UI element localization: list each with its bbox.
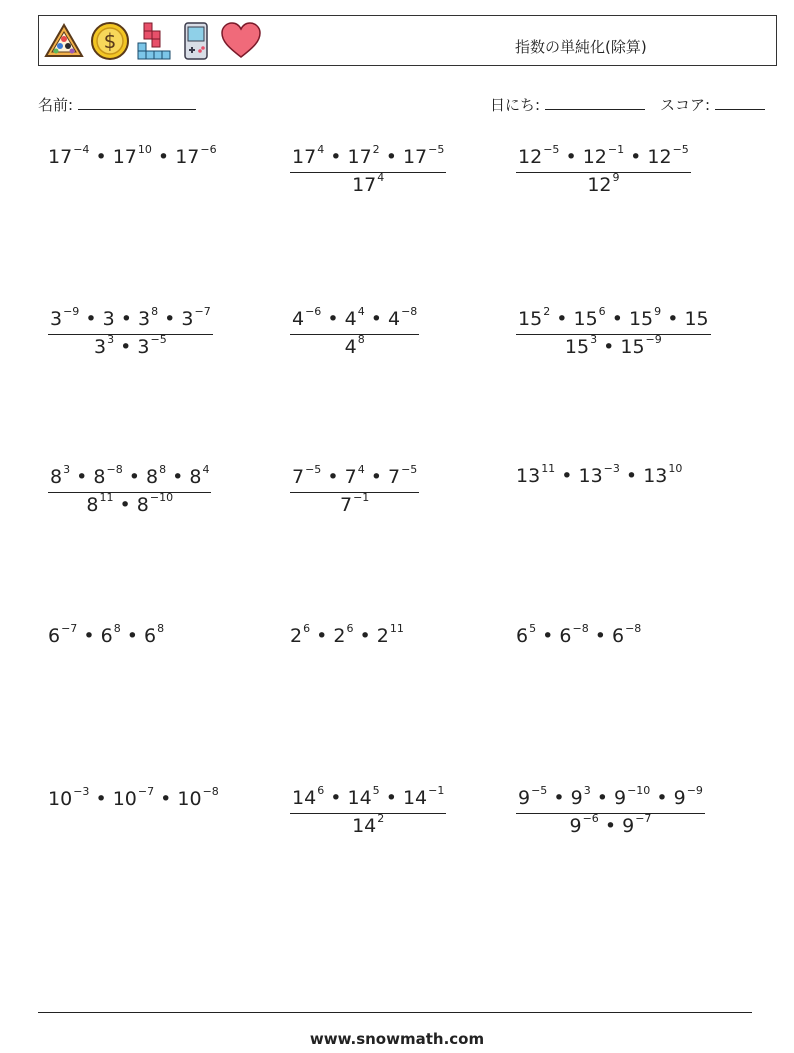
expression: [48, 143, 217, 168]
multiply-dot: •: [590, 787, 614, 809]
base: 17: [402, 146, 428, 168]
exponent: 4: [317, 143, 325, 156]
exponent: 11: [541, 462, 556, 475]
power-term: [86, 491, 114, 516]
problem-8: [290, 463, 419, 516]
exponent: −6: [305, 305, 322, 318]
exponent: −5: [428, 143, 445, 156]
fraction: [516, 305, 711, 358]
exponent: −7: [635, 812, 652, 825]
power-term: [684, 308, 708, 330]
multiply-dot: •: [598, 815, 623, 837]
multiply-dot: •: [650, 787, 674, 809]
multiply-dot: •: [113, 494, 137, 516]
power-term: [620, 333, 662, 358]
power-term: [93, 463, 123, 488]
power-term: [48, 785, 90, 810]
power-term: [50, 305, 80, 330]
fraction: [48, 305, 213, 358]
problem-6: [516, 305, 711, 358]
multiply-dot: •: [122, 466, 146, 488]
multiply-dot: •: [310, 625, 334, 647]
date-blank[interactable]: [545, 95, 645, 110]
base: 6: [100, 625, 113, 647]
power-term: [112, 785, 155, 810]
exponent: 3: [590, 333, 598, 346]
power-term: [189, 463, 210, 488]
fraction: [290, 463, 419, 516]
exponent: 8: [151, 305, 159, 318]
exponent: −7: [61, 622, 78, 635]
multiply-dot: •: [597, 336, 621, 358]
base: 4: [344, 308, 357, 330]
exponent: −5: [531, 784, 548, 797]
svg-text:$: $: [103, 29, 117, 53]
power-term: [344, 305, 365, 330]
score-blank[interactable]: [715, 95, 765, 110]
multiply-dot: •: [89, 146, 113, 168]
multiply-dot: •: [114, 308, 138, 330]
power-term: [569, 812, 599, 837]
base: 3: [137, 336, 150, 358]
problem-5: [290, 305, 419, 358]
base: 10: [48, 788, 73, 810]
base: 6: [48, 625, 61, 647]
base: 15: [573, 308, 598, 330]
base: 7: [388, 466, 401, 488]
exponent: −8: [625, 622, 642, 635]
exponent: −5: [543, 143, 560, 156]
multiply-dot: •: [166, 466, 190, 488]
base: 14: [352, 815, 377, 837]
exponent: −10: [627, 784, 651, 797]
expression: [48, 622, 165, 647]
problem-10: [48, 622, 165, 647]
problem-1: [48, 143, 217, 168]
power-term: [100, 622, 121, 647]
power-term: [614, 784, 651, 809]
fraction: [290, 784, 446, 837]
base: 7: [344, 466, 357, 488]
billiard-rack-icon: [44, 23, 84, 59]
expression: [290, 622, 404, 647]
exponent: 6: [346, 622, 354, 635]
base: 3: [102, 308, 115, 330]
power-term: [578, 462, 620, 487]
exponent: 2: [372, 143, 380, 156]
header-box: [38, 15, 777, 66]
numerator: [48, 463, 211, 493]
exponent: −7: [194, 305, 211, 318]
fraction: [290, 305, 419, 358]
exponent: −9: [686, 784, 703, 797]
icon-strip: [44, 21, 262, 61]
problem-9: [516, 462, 683, 487]
power-term: [516, 622, 537, 647]
base: 15: [518, 308, 543, 330]
base: 13: [643, 465, 668, 487]
handheld-game-icon: [178, 21, 214, 61]
power-term: [628, 305, 662, 330]
multiply-dot: •: [559, 146, 583, 168]
power-term: [292, 305, 322, 330]
multiply-dot: •: [154, 788, 178, 810]
power-term: [402, 143, 445, 168]
power-term: [570, 784, 591, 809]
base: 17: [292, 146, 317, 168]
base: 6: [144, 625, 157, 647]
base: 8: [136, 494, 149, 516]
power-term: [292, 143, 325, 168]
power-term: [103, 308, 115, 330]
problem-2: [290, 143, 446, 196]
exponent: 4: [202, 463, 210, 476]
footer-url: www.snowmath.com: [309, 1030, 485, 1048]
power-term: [340, 491, 370, 516]
multiply-dot: •: [321, 466, 345, 488]
power-term: [518, 305, 551, 330]
power-term: [181, 305, 211, 330]
problem-12: [516, 622, 642, 647]
exponent: 11: [99, 491, 114, 504]
base: 8: [86, 494, 99, 516]
base: 3: [94, 336, 107, 358]
base: 9: [622, 815, 635, 837]
multiply-dot: •: [151, 146, 176, 168]
multiply-dot: •: [364, 308, 388, 330]
base: 2: [290, 625, 303, 647]
numerator: [516, 305, 711, 335]
date-field: [490, 94, 645, 115]
base: 9: [673, 787, 686, 809]
base: 10: [112, 788, 137, 810]
exponent: −8: [401, 305, 418, 318]
power-term: [516, 462, 556, 487]
base: 17: [112, 146, 137, 168]
problem-11: [290, 622, 404, 647]
fraction: [516, 784, 705, 837]
base: 3: [50, 308, 63, 330]
base: 10: [177, 788, 202, 810]
base: 8: [189, 466, 202, 488]
numerator: [48, 305, 213, 335]
base: 9: [518, 787, 531, 809]
exponent: −1: [353, 491, 370, 504]
problem-13: [48, 785, 219, 810]
name-label: 名前:: [38, 96, 74, 114]
power-term: [146, 463, 167, 488]
base: 4: [292, 308, 305, 330]
denominator: [290, 493, 419, 515]
base: 3: [138, 308, 151, 330]
exponent: −5: [150, 333, 167, 346]
base: 12: [647, 146, 672, 168]
expression: [48, 785, 219, 810]
exponent: −8: [572, 622, 589, 635]
denominator: [48, 335, 213, 357]
power-term: [112, 143, 152, 168]
exponent: 10: [137, 143, 152, 156]
power-term: [175, 143, 217, 168]
exponent: 8: [157, 622, 165, 635]
power-term: [587, 171, 620, 196]
exponent: 9: [612, 171, 620, 184]
denominator: [290, 814, 446, 836]
power-term: [48, 622, 78, 647]
base: 15: [684, 308, 709, 330]
power-term: [48, 143, 90, 168]
multiply-dot: •: [353, 625, 377, 647]
power-term: [347, 143, 380, 168]
power-term: [50, 463, 71, 488]
power-term: [290, 622, 311, 647]
base: 7: [292, 466, 305, 488]
exponent: −7: [137, 785, 155, 798]
power-term: [136, 491, 174, 516]
exponent: 5: [529, 622, 537, 635]
power-term: [144, 622, 165, 647]
power-term: [518, 143, 560, 168]
power-term: [647, 143, 689, 168]
multiply-dot: •: [555, 465, 579, 487]
dollar-coin-icon: [90, 21, 130, 61]
numerator: [290, 463, 419, 493]
exponent: −4: [73, 143, 90, 156]
power-term: [292, 784, 325, 809]
exponent: 6: [598, 305, 606, 318]
base: 12: [587, 174, 612, 196]
base: 17: [48, 146, 73, 168]
base: 7: [340, 494, 353, 516]
multiply-dot: •: [158, 308, 182, 330]
exponent: −5: [401, 463, 418, 476]
multiply-dot: •: [114, 336, 138, 358]
multiply-dot: •: [89, 788, 113, 810]
power-term: [347, 784, 380, 809]
exponent: 6: [317, 784, 325, 797]
power-term: [564, 333, 598, 358]
power-term: [673, 784, 703, 809]
base: 9: [614, 787, 627, 809]
expression: [516, 622, 642, 647]
denominator: [516, 335, 711, 357]
expression: [516, 462, 683, 487]
multiply-dot: •: [588, 625, 612, 647]
base: 13: [578, 465, 603, 487]
denominator: [290, 173, 446, 195]
base: 6: [516, 625, 529, 647]
exponent: −9: [63, 305, 80, 318]
footer-divider: [38, 1012, 752, 1013]
multiply-dot: •: [77, 625, 101, 647]
multiply-dot: •: [536, 625, 560, 647]
multiply-dot: •: [624, 146, 648, 168]
multiply-dot: •: [120, 625, 144, 647]
denominator: [290, 335, 419, 357]
power-term: [137, 333, 167, 358]
exponent: 2: [377, 812, 385, 825]
base: 14: [402, 787, 428, 809]
base: 17: [347, 146, 372, 168]
tetromino-blocks-icon: [136, 21, 172, 61]
exponent: −5: [672, 143, 689, 156]
base: 8: [93, 466, 106, 488]
base: 2: [333, 625, 346, 647]
exponent: −8: [106, 463, 123, 476]
base: 14: [347, 787, 372, 809]
base: 15: [628, 308, 654, 330]
exponent: −3: [73, 785, 90, 798]
power-term: [333, 622, 354, 647]
denominator: [516, 814, 705, 836]
multiply-dot: •: [619, 465, 644, 487]
numerator: [290, 143, 446, 173]
power-term: [643, 462, 683, 487]
exponent: −8: [202, 785, 219, 798]
multiply-dot: •: [70, 466, 94, 488]
power-term: [612, 622, 642, 647]
multiply-dot: •: [379, 787, 403, 809]
power-term: [388, 305, 418, 330]
power-term: [292, 463, 322, 488]
exponent: 8: [159, 463, 167, 476]
exponent: −10: [149, 491, 174, 504]
date-label: 日にち:: [490, 96, 541, 114]
exponent: −1: [607, 143, 625, 156]
base: 17: [175, 146, 200, 168]
numerator: [290, 305, 419, 335]
exponent: 9: [654, 305, 662, 318]
problem-14: [290, 784, 446, 837]
multiply-dot: •: [324, 146, 348, 168]
multiply-dot: •: [324, 787, 348, 809]
numerator: [290, 784, 446, 814]
multiply-dot: •: [661, 308, 685, 330]
exponent: 8: [357, 333, 365, 346]
multiply-dot: •: [321, 308, 345, 330]
exponent: 4: [377, 171, 385, 184]
exponent: 4: [357, 463, 365, 476]
fraction: [516, 143, 691, 196]
exponent: 6: [303, 622, 311, 635]
power-term: [344, 463, 365, 488]
power-term: [352, 171, 385, 196]
name-blank[interactable]: [78, 95, 196, 110]
problem-15: [516, 784, 705, 837]
name-field: [38, 94, 196, 115]
power-term: [138, 305, 159, 330]
numerator: [516, 784, 705, 814]
power-term: [388, 463, 418, 488]
multiply-dot: •: [605, 308, 629, 330]
exponent: 3: [63, 463, 71, 476]
problem-7: [48, 463, 211, 516]
exponent: 3: [583, 784, 591, 797]
base: 4: [344, 336, 357, 358]
exponent: 11: [389, 622, 404, 635]
exponent: −3: [603, 462, 620, 475]
power-term: [376, 622, 404, 647]
multiply-dot: •: [379, 146, 403, 168]
denominator: [516, 173, 691, 195]
exponent: 4: [357, 305, 365, 318]
fraction: [48, 463, 211, 516]
exponent: 2: [543, 305, 551, 318]
multiply-dot: •: [547, 787, 571, 809]
exponent: −6: [200, 143, 217, 156]
multiply-dot: •: [364, 466, 388, 488]
problem-3: [516, 143, 691, 196]
score-field: [660, 94, 765, 115]
worksheet-title: 指数の単純化(除算): [515, 38, 647, 56]
base: 9: [570, 787, 583, 809]
exponent: 8: [113, 622, 121, 635]
base: 8: [50, 466, 63, 488]
power-term: [402, 784, 445, 809]
multiply-dot: •: [550, 308, 574, 330]
exponent: 3: [107, 333, 115, 346]
exponent: 10: [668, 462, 683, 475]
power-term: [518, 784, 548, 809]
base: 12: [582, 146, 607, 168]
base: 9: [569, 815, 582, 837]
power-term: [622, 812, 652, 837]
power-term: [582, 143, 625, 168]
denominator: [48, 493, 211, 515]
exponent: 5: [372, 784, 380, 797]
power-term: [94, 333, 115, 358]
base: 15: [620, 336, 645, 358]
base: 12: [518, 146, 543, 168]
base: 8: [146, 466, 159, 488]
score-label: スコア:: [660, 96, 711, 114]
base: 15: [564, 336, 590, 358]
base: 6: [612, 625, 625, 647]
base: 13: [516, 465, 541, 487]
power-term: [559, 622, 589, 647]
exponent: −9: [645, 333, 662, 346]
numerator: [516, 143, 691, 173]
power-term: [573, 305, 606, 330]
multiply-dot: •: [79, 308, 103, 330]
power-term: [344, 333, 365, 358]
problem-4: [48, 305, 213, 358]
power-term: [352, 812, 385, 837]
base: 4: [388, 308, 401, 330]
exponent: −6: [582, 812, 599, 825]
exponent: −5: [305, 463, 322, 476]
base: 6: [559, 625, 572, 647]
base: 3: [181, 308, 194, 330]
base: 2: [376, 625, 389, 647]
fraction: [290, 143, 446, 196]
heart-icon: [220, 21, 262, 61]
power-term: [177, 785, 219, 810]
base: 17: [352, 174, 377, 196]
exponent: −1: [428, 784, 445, 797]
base: 14: [292, 787, 317, 809]
